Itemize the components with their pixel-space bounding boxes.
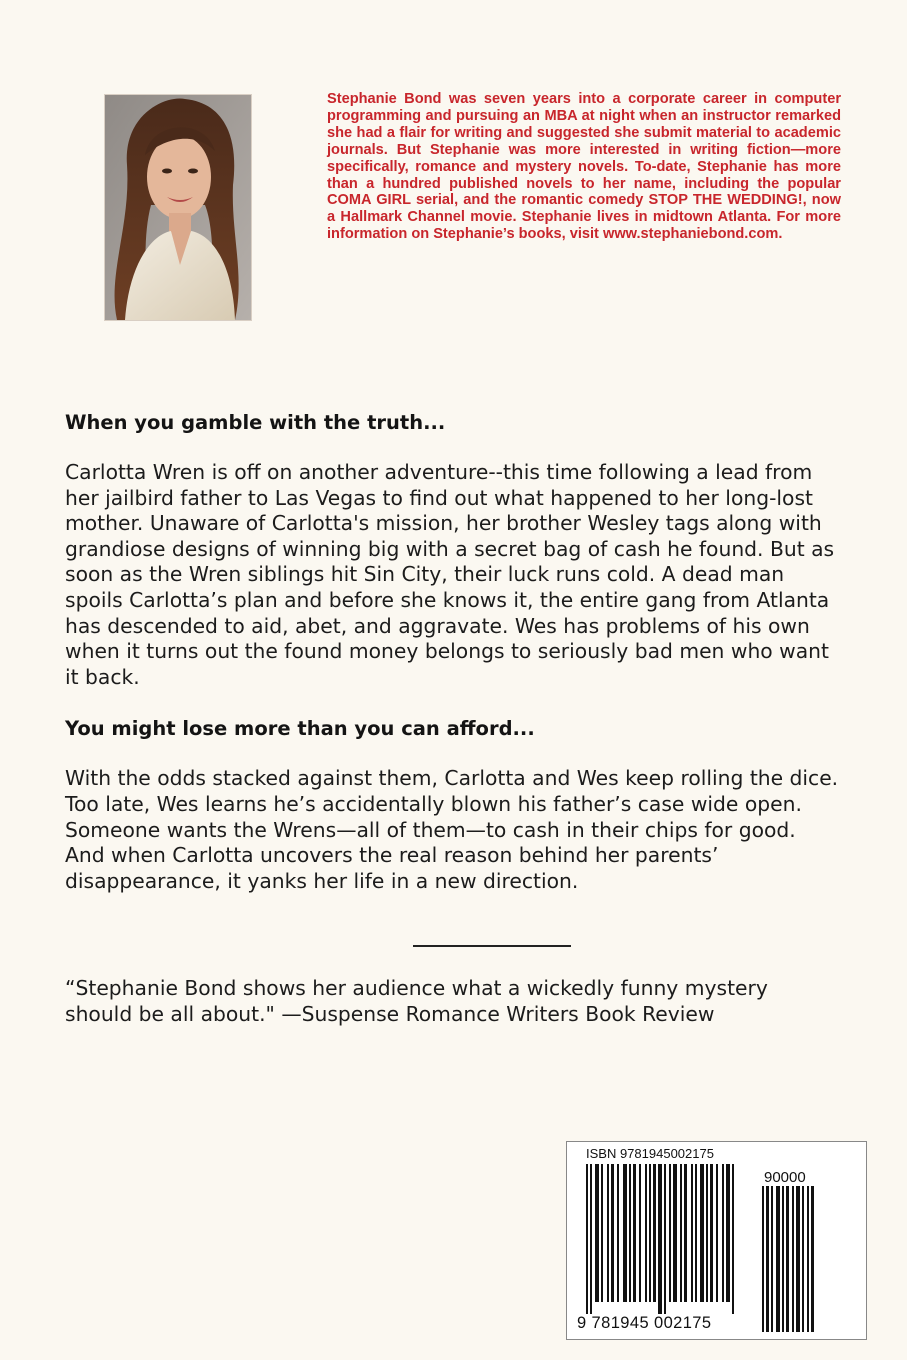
- isbn-label: ISBN 9781945002175: [586, 1146, 714, 1161]
- price-code: 90000: [764, 1169, 806, 1186]
- author-bio: Stephanie Bond was seven years into a corporate career in computer programming and pursuing an MBA at night when an instructor remarked she had a flair for writing and suggested she submit material to academic journals. But Stephanie was more interested in writing fiction—more specifically, romance and mystery novels. To-date, Stephanie has more than a hundred published novels to her name, including the popular COMA GIRL serial, and the romantic comedy STOP THE WEDDING!, now a Hallmark Channel movie. Stephanie lives in midtown Atlanta. For more information on Stephanie’s books, visit www.stephaniebond.com.: [327, 91, 841, 243]
- section-divider: [413, 945, 571, 947]
- blurb-heading-1: When you gamble with the truth...: [65, 411, 446, 434]
- isbn-digits: 9 781945 002175: [577, 1314, 712, 1332]
- author-portrait-icon: [105, 95, 251, 320]
- review-quote: “Stephanie Bond shows her audience what a wickedly funny mystery should be all about." —Suspense Romance Writers Book Review: [65, 976, 768, 1026]
- blurb-paragraph-2: With the odds stacked against them, Carlotta and Wes keep rolling the dice. Too late, Wes learns he’s accidentally blown his father’s case wide open. Someone wants the Wrens—all of them—to cash in their chips for good. And when Carlotta uncovers the real reason behind her parents’ disappearance, it yanks her life in a new direction.: [65, 766, 839, 893]
- addon-barcode-icon: [762, 1186, 832, 1332]
- ean-barcode-icon: [586, 1164, 756, 1314]
- blurb-section: [65, 410, 841, 1028]
- blurb-paragraph-1: Carlotta Wren is off on another adventure--this time following a lead from her jailbird father to Las Vegas to find out what happened to her long-lost mother. Unaware of Carlotta's mission, her brother Wesley tags along with grandiose designs of winning big with a secret bag of cash he found. But as soon as the Wren siblings hit Sin City, their luck runs cold. A dead man spoils Carlotta’s plan and before she knows it, the entire gang from Atlanta has descended to aid, abet, and aggravate. Wes has problems of his own when it turns out the found money belongs to seriously bad men who want it back.: [65, 460, 835, 689]
- author-photo: [104, 94, 252, 321]
- barcode-box: [566, 1141, 867, 1340]
- blurb-heading-2: You might lose more than you can afford...: [65, 717, 535, 741]
